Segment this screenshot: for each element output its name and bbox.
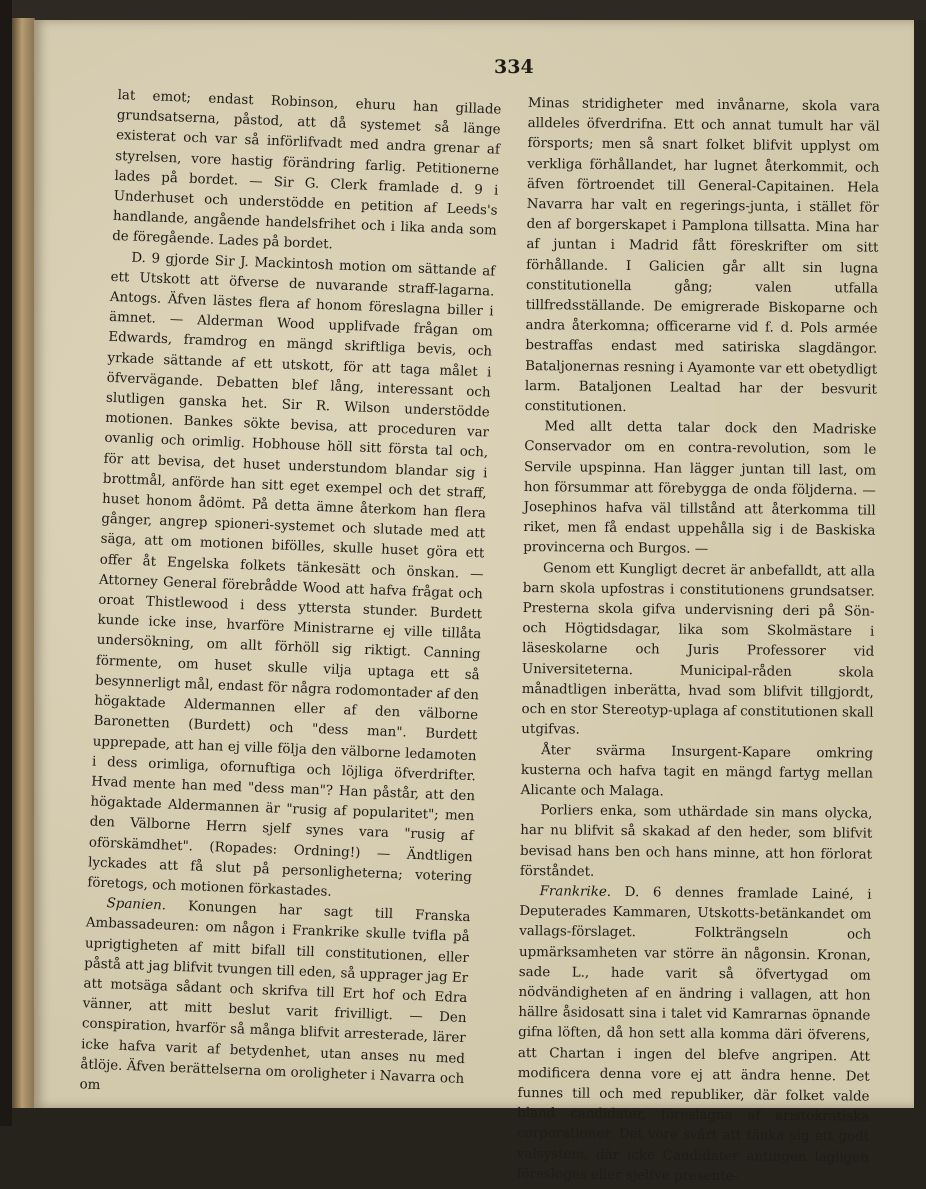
paragraph: lat emot; endast Robinson, ehuru han gillade grundsatserna, påstod, att då systemet så länge existerat och var så införlifvadt med andra grenar af styrelsen, vore hastig förändring farlig. Petitionerne lades på bordet. — Sir G. Clerk framlade d. 9 i Underhuset och understödde en petition af Leeds's handlande, angående handelsfrihet och i lika anda som de föregående. Lades på bordet. [111,87,502,253]
paragraph-section-frankrike: Frankrike. D. 6 dennes framlade Lainé, i Deputerades Kammaren, Utskotts-betänkandet om vallags-förslaget. Folkträngseln och upmärksamheten var större än någonsin. Kronan, sade L., hade varit så öfvertygad om nödvändigheten af en ändring i vallagen, att hon hällre åsidosatt sina i talet vid Kamrarnas öpnande gifna löften, då hon sett alla komma däri öfverens, att Chartan i ingen del blefve angripen. Att modificera denna vore ej att ändra henne. Det funnes till och med republiker, där folket valde bland candidater, föreslagna af aristokratiska corporationer. Det vore svårt att tänka sig ett godt valsystem, där icke Candidater antingen lagligen föresloges eller sjelfve presente- [516,884,872,1185]
paragraph: Minas stridigheter med invånarne, skola vara alldeles öfverdrifna. Ett och annat tumult har väl försports; men så snart folket blifvit upplyst om verkliga förhållandet, har lugnet återkommit, och äfven förtroendet till General-Capitainen. Hela Navarra har valt en regerings-junta, i stället för den af borgerskapet i Pamplona tillsatta. Mina har af juntan i Madrid fått föreskrifter om sitt förhållande. I Galicien går allt sin lugna constitutionella gång; valen utfalla tillfredsställande. De emigrerade Biskoparne och andra återkomna; officerarne vid f. d. Pols armée bestraffas endast med satiriska slagdängor. Bataljonernas resning i Ayamonte var ett obetydligt larm. Bataljonen Lealtad har der besvurit constitutionen. [524,95,880,416]
paragraph: Genom ett Kungligt decret är anbefalldt, att alla barn skola upfostras i constitutionens grundsatser. Presterna skola gifva undervisning deri på Sön- och Högtidsdagar, lika som Skolmästare i läseskolarne och Juris Professorer vid Universiteterna. Municipal-råden skola månadtligen inberätta, hvad som blifvit tillgjordt, och en stor Stereotyp-uplaga af constitutionen skall utgifvas. [521,560,876,738]
paragraph-section-spanien: Spanien. Konungen har sagt till Franska Ambassadeuren: om någon i Frankrike skulle tvifla på uprigtigheten af mitt bifall till constitutionen, eller påstå att jag blifvit tvungen till eden, så upprager jag Er att motsäga sådant och skrifva till Ert hof och Edra vänner, att mitt beslut varit frivilligt. — Den conspiration, hvarför så många blifvit arresterade, lärer icke hafva varit af betydenhet, utan anses nu med åtlöje. Äfven berättelserna om oroligheter i Navarra och om [79,896,471,1094]
section-heading: Frankrike. [539,884,612,900]
left-column [79,86,501,1110]
right-column [517,94,880,1189]
section-heading: Spanien. [106,896,167,914]
paragraph: Med allt detta talar dock den Madriske Conservador om en contra-revolution, som le Servile upspinna. Han lägger juntan till last, om hon försummar att förebygga de onda följderna. — Josephinos hafva väl tillstånd att återkomma till riket, men få endast uppehålla sig i de Baskiska provincerna och Burgos. — [523,419,877,558]
paragraph: Åter svärma Insurgent-Kapare omkring kusterna och hafva tagit en mängd fartyg mellan Alicante och Malaga. [520,742,874,800]
scan-left-edge [0,0,12,1126]
paragraph: Porliers enka, som uthärdade sin mans olycka, har nu blifvit så skakad af den heder, som blifvit bevisad hans ben och hans minne, att hon förlorat förståndet. [519,803,873,880]
paragraph: D. 9 gjorde Sir J. Mackintosh motion om sättande af ett Utskott att öfverse de nuvarande straff-lagarna. Antogs. Äfven lästes flera af honom föreslagna biller i ämnet. — Alderman Wood upplifvade frågan om Edwards, framdrog en mängd skriftliga bevis, och yrkade sättande af ett utskott, för att taga målet i öfvervägande. Debatten blef lång, interessant och slutligen ganska het. Sir R. Wilson understödde motionen. Bankes sökte bevisa, att proceduren var ovanlig och orimlig. Hobhouse höll sitt första tal och, för att bevisa, det huset understundom blandar sig i brottmål, anförde han sitt eget exempel och det straff, huset honom ådömt. På detta ämne återkom han flera gånger, angrep spioneri-systemet och slutade med att säga, att om motionen bifölles, skulle huset göra ett offer åt Engelska folkets tänkesätt och önskan. — Attorney General förebrådde Wood att hafva frågat och oroat Thistlewood i dess yttersta stunder. Burdett kunde icke inse, hvarföre Ministrarne ej ville tillåta undersökning, om allt förhöll sig riktigt. Canning förmente, om huset skulle vilja uptaga ett så besynnerligt mål, endast för några rodomontader af den högaktade Aldermannen eller af den välborne Baronetten (Burdett) och "dess man". Burdett upprepade, att han ej ville följa den välborne ledamoten i dess orimliga, ofornuftiga och löjliga öfverdrifter. Hvad mente han med "dess man"? Han påstår, att den högaktade Aldermannen är "rusig af popularitet"; men den Välborne Herrn sjelf synes vara "rusig af oförskämdhet". (Ropades: Ordning!) — Ändtligen lyckades att få slut på personligheterna; votering företogs, och motionen förkastades. [87,250,496,900]
page-number: 334 [494,56,534,78]
book-spine [12,18,35,1108]
scan-top-edge [0,0,926,20]
